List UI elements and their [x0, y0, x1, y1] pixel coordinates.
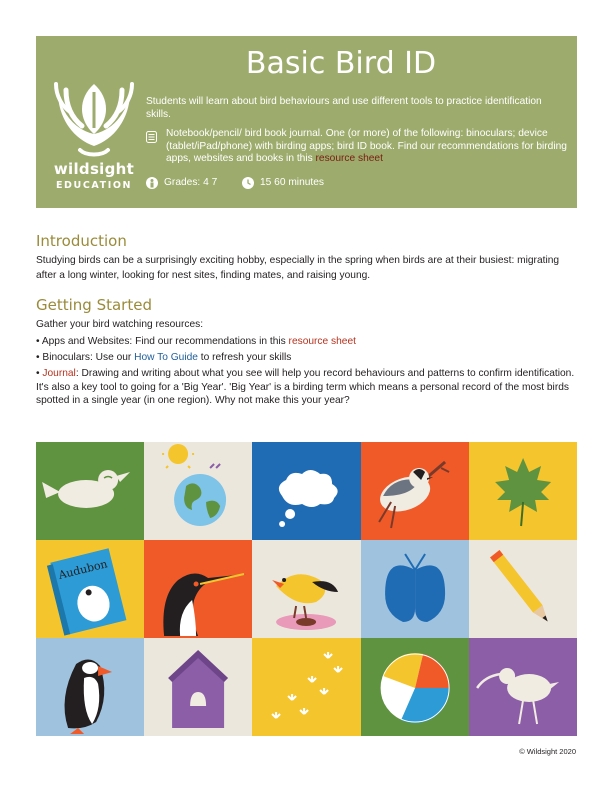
tile-tracks — [252, 638, 360, 736]
tile-puffin — [36, 638, 144, 736]
duration: 15 60 minutes — [260, 177, 324, 188]
wildsight-logo — [50, 76, 138, 196]
clock-icon — [242, 177, 254, 189]
materials-text: Notebook/pencil/ bird book journal. One (or more) of the following: binoculars; device (tablet/iPad/phone) with birding apps; bird ID book. Find our recommendations for birding apps, websites and books in this — [166, 128, 567, 164]
resources-lead: Gather your bird watching resources: — [36, 319, 204, 330]
chickadee-icon — [375, 462, 449, 528]
book-icon — [146, 131, 157, 143]
tile-loon — [144, 540, 252, 638]
moth-icon — [385, 554, 445, 622]
curlew-icon — [477, 668, 559, 724]
earth-sun-icon — [162, 442, 226, 526]
resource-sheet-link-2[interactable]: resource sheet — [288, 336, 356, 347]
grade-range: Grades: 4 7 — [164, 177, 218, 188]
illustration-grid — [36, 442, 577, 736]
puffin-icon — [65, 659, 113, 734]
beach-ball-icon — [381, 653, 449, 723]
tile-chickadee — [361, 442, 469, 540]
tile-thought-cloud — [252, 442, 360, 540]
field-guide-book-icon — [46, 548, 126, 635]
activity-description: Students will learn about bird behaviours and use different tools to practice identification skills. — [146, 96, 542, 120]
hands-leaf-icon — [50, 76, 138, 160]
tile-goldfinch — [252, 540, 360, 638]
tile-singing-bird — [36, 442, 144, 540]
book-title: Audubon — [57, 557, 109, 582]
bullet-binoculars-text: Binoculars: Use our — [42, 352, 135, 363]
journal-label: Journal — [42, 368, 76, 379]
singing-bird-icon — [42, 470, 130, 508]
bullet-apps-text: Apps and Websites: Find our recommendations in this — [41, 336, 289, 347]
bullet-binoculars: • Binoculars: Use our How To Guide to refresh your skills — [36, 352, 292, 363]
cloud-icon — [279, 470, 338, 527]
bullet-binoculars-after: to refresh your skills — [197, 352, 292, 363]
tile-beach-ball — [361, 638, 469, 736]
birdhouse-icon — [168, 650, 228, 728]
goldfinch-icon — [272, 574, 338, 630]
pencil-icon — [490, 550, 552, 625]
tile-pencil — [469, 540, 577, 638]
tile-earth-sun — [144, 442, 252, 540]
bird-tracks-icon — [272, 652, 342, 718]
tile-audubon-book — [36, 540, 144, 638]
getting-started-heading: Getting Started — [36, 296, 152, 314]
copyright-notice: © Wildsight 2020 — [519, 747, 576, 756]
tile-curlew — [469, 638, 577, 736]
tile-birdhouse — [144, 638, 252, 736]
maple-leaf-icon — [495, 458, 551, 526]
header-banner — [36, 36, 577, 208]
loon-head-icon — [164, 573, 247, 636]
logo-wordmark: wildsight — [53, 160, 135, 178]
bullet-apps: • Apps and Websites: Find our recommendations in this resource sheet — [36, 336, 356, 347]
page-title: Basic Bird ID — [245, 46, 437, 81]
materials-list — [166, 128, 586, 166]
logo-subtitle: EDUCATION — [55, 180, 133, 191]
tile-moth — [361, 540, 469, 638]
bullet-journal-text: : Drawing and writing about what you see will help you record behaviours and patterns to confirm identification. It's also a key tool to going for a 'Big Year'. 'Big Year' is a birding term which means a personal record of the most birds spotted in a single year (in one region). Why not make this your year? — [36, 368, 575, 406]
resource-sheet-link[interactable]: resource sheet — [315, 153, 383, 164]
introduction-heading: Introduction — [36, 232, 127, 250]
student-icon — [146, 177, 158, 189]
tile-maple-leaf — [469, 442, 577, 540]
introduction-text: Studying birds can be a surprisingly exciting hobby, especially in the spring when birds are at their busiest: migrating after a long winter, looking for nest sites, finding mates, and raising young. — [36, 255, 560, 281]
how-to-guide-link[interactable]: How To Guide — [134, 352, 198, 363]
bullet-journal: • Journal: Drawing and writing about what you see will help you record behaviours and patterns to confirm identification. It's also a key tool to going for a 'Big Year'. 'Big Year' is a birding term which means a personal record of the most birds spotted in a single year (in one region). Why not make this your year? — [36, 368, 575, 406]
